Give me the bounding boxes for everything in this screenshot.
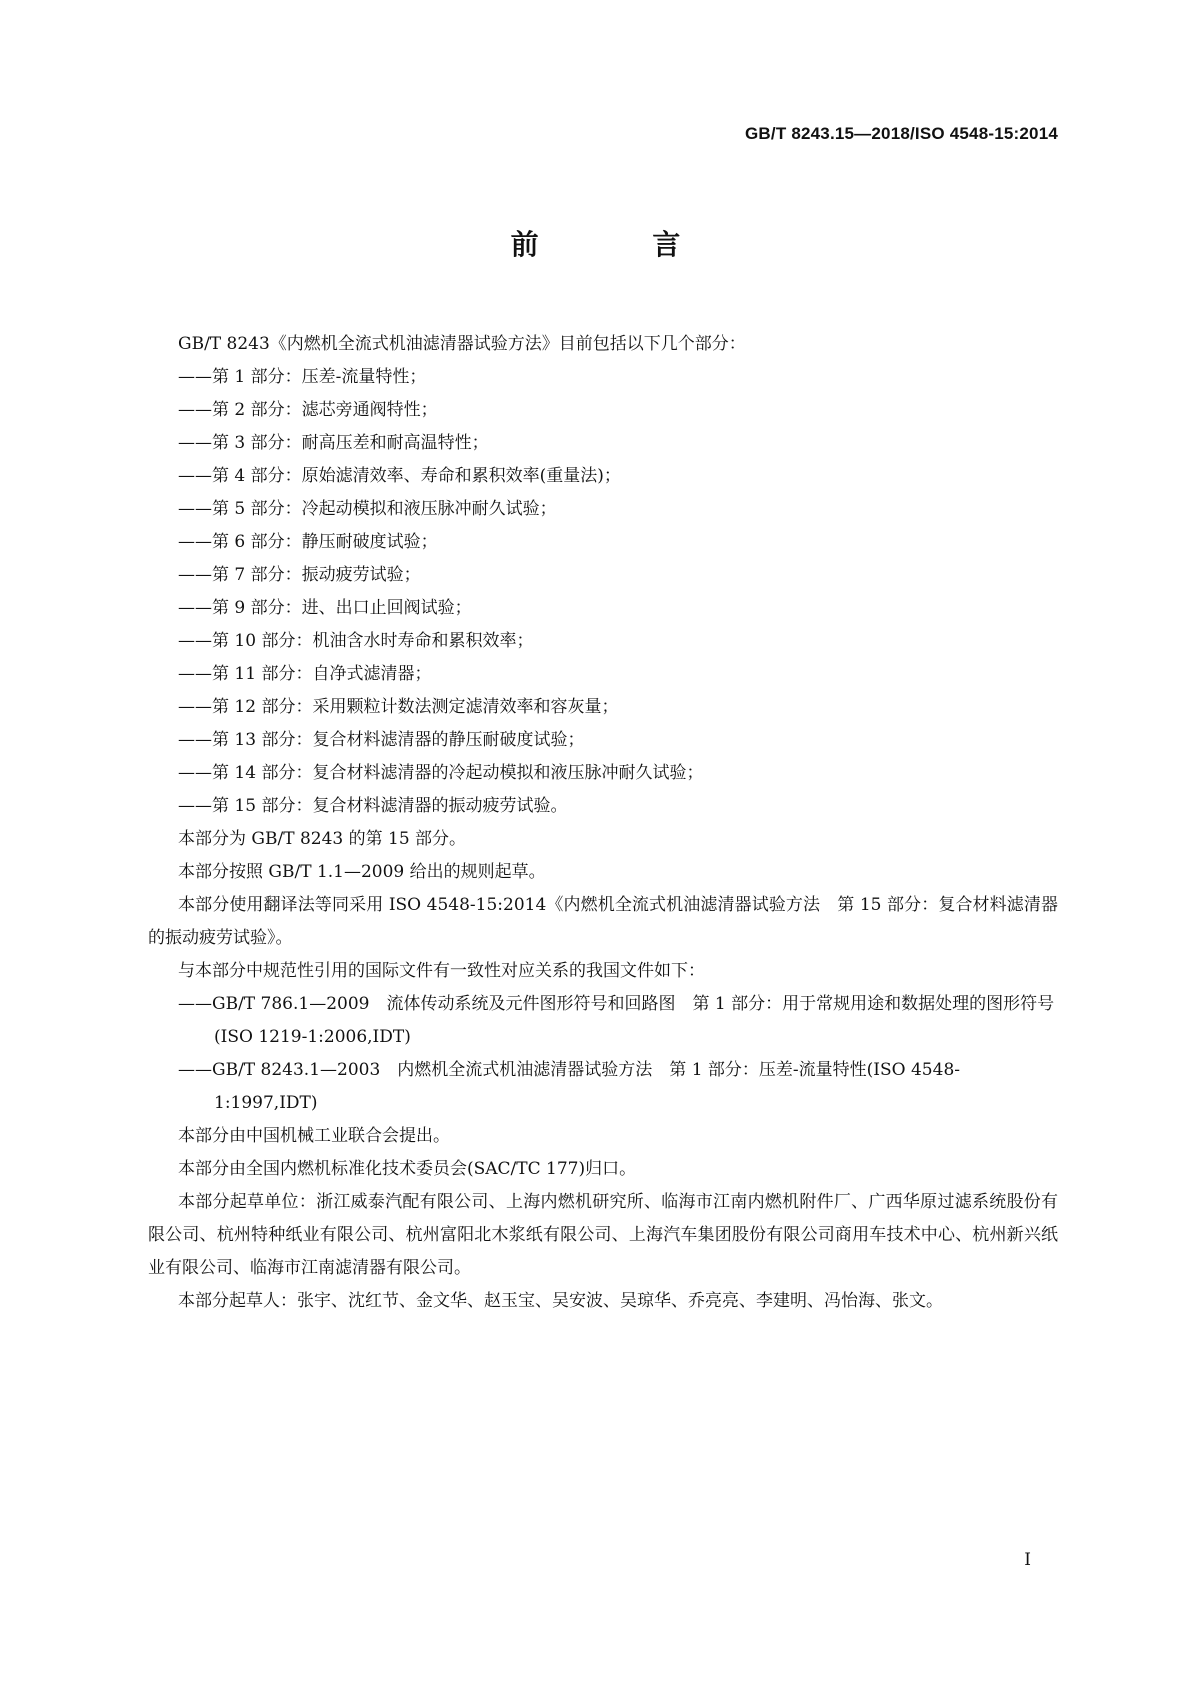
part-of-paragraph: 本部分为 GB/T 8243 的第 15 部分。 (178, 829, 467, 849)
translation-paragraph: 本部分使用翻译法等同采用 ISO 4548-15:2014《内燃机全流式机油滤清器试验方法 第 15 部分：复合材料滤清器的振动疲劳试验》。 (148, 895, 1058, 948)
reference-item: ——GB/T 8243.1—2003 内燃机全流式机油滤清器试验方法 第 1 部分：压差-流量特性(ISO 4548-1:1997,IDT) (178, 1060, 960, 1113)
part-list-item: ——第 7 部分：振动疲劳试验； (178, 565, 421, 585)
intro-paragraph: GB/T 8243《内燃机全流式机油滤清器试验方法》目前包括以下几个部分： (178, 334, 746, 354)
part-list-item: ——第 12 部分：采用颗粒计数法测定滤清效率和容灰量； (178, 697, 619, 717)
drafting-rules-paragraph: 本部分按照 GB/T 1.1—2009 给出的规则起草。 (178, 862, 546, 882)
reference-item: ——GB/T 786.1—2009 流体传动系统及元件图形符号和回路图 第 1 部分：用于常规用途和数据处理的图形符号(ISO 1219-1:2006,IDT) (178, 994, 1055, 1047)
correspondence-intro: 与本部分中规范性引用的国际文件有一致性对应关系的我国文件如下： (178, 961, 705, 981)
part-list-item: ——第 15 部分：复合材料滤清器的振动疲劳试验。 (178, 796, 568, 816)
page-title: 前 言 (510, 228, 733, 261)
part-list-item: ——第 1 部分：压差-流量特性； (178, 367, 427, 387)
part-list-item: ——第 6 部分：静压耐破度试验； (178, 532, 438, 552)
part-list-item: ——第 3 部分：耐高压差和耐高温特性； (178, 433, 489, 453)
part-list-item: ——第 9 部分：进、出口止回阀试验； (178, 598, 472, 618)
part-list-item: ——第 11 部分：自净式滤清器； (178, 664, 432, 684)
part-list-item: ——第 10 部分：机油含水时寿命和累积效率； (178, 631, 534, 651)
centralized-by-paragraph: 本部分由全国内燃机标准化技术委员会(SAC/TC 177)归口。 (178, 1159, 637, 1179)
proposed-by-paragraph: 本部分由中国机械工业联合会提出。 (178, 1126, 450, 1146)
page-number: I (1024, 1550, 1031, 1570)
drafters-paragraph: 本部分起草人：张宇、沈红节、金文华、赵玉宝、吴安波、吴琼华、乔亮亮、李建明、冯怡海、张文。 (178, 1291, 943, 1311)
standard-code: GB/T 8243.15—2018/ISO 4548-15:2014 (745, 124, 1058, 143)
foreword-body (148, 328, 1058, 1318)
part-list-item: ——第 5 部分：冷起动模拟和液压脉冲耐久试验； (178, 499, 557, 519)
drafting-units-paragraph: 本部分起草单位：浙江威泰汽配有限公司、上海内燃机研究所、临海市江南内燃机附件厂、广西华原过滤系统股份有限公司、杭州特种纸业有限公司、杭州富阳北木浆纸有限公司、上海汽车集团股份有限公司商用车技术中心、杭州新兴纸业有限公司、临海市江南滤清器有限公司。 (148, 1192, 1058, 1278)
part-list-item: ——第 2 部分：滤芯旁通阀特性； (178, 400, 438, 420)
part-list-item: ——第 14 部分：复合材料滤清器的冷起动模拟和液压脉冲耐久试验； (178, 763, 704, 783)
part-list-item: ——第 4 部分：原始滤清效率、寿命和累积效率(重量法)； (178, 466, 621, 486)
part-list-item: ——第 13 部分：复合材料滤清器的静压耐破度试验； (178, 730, 585, 750)
